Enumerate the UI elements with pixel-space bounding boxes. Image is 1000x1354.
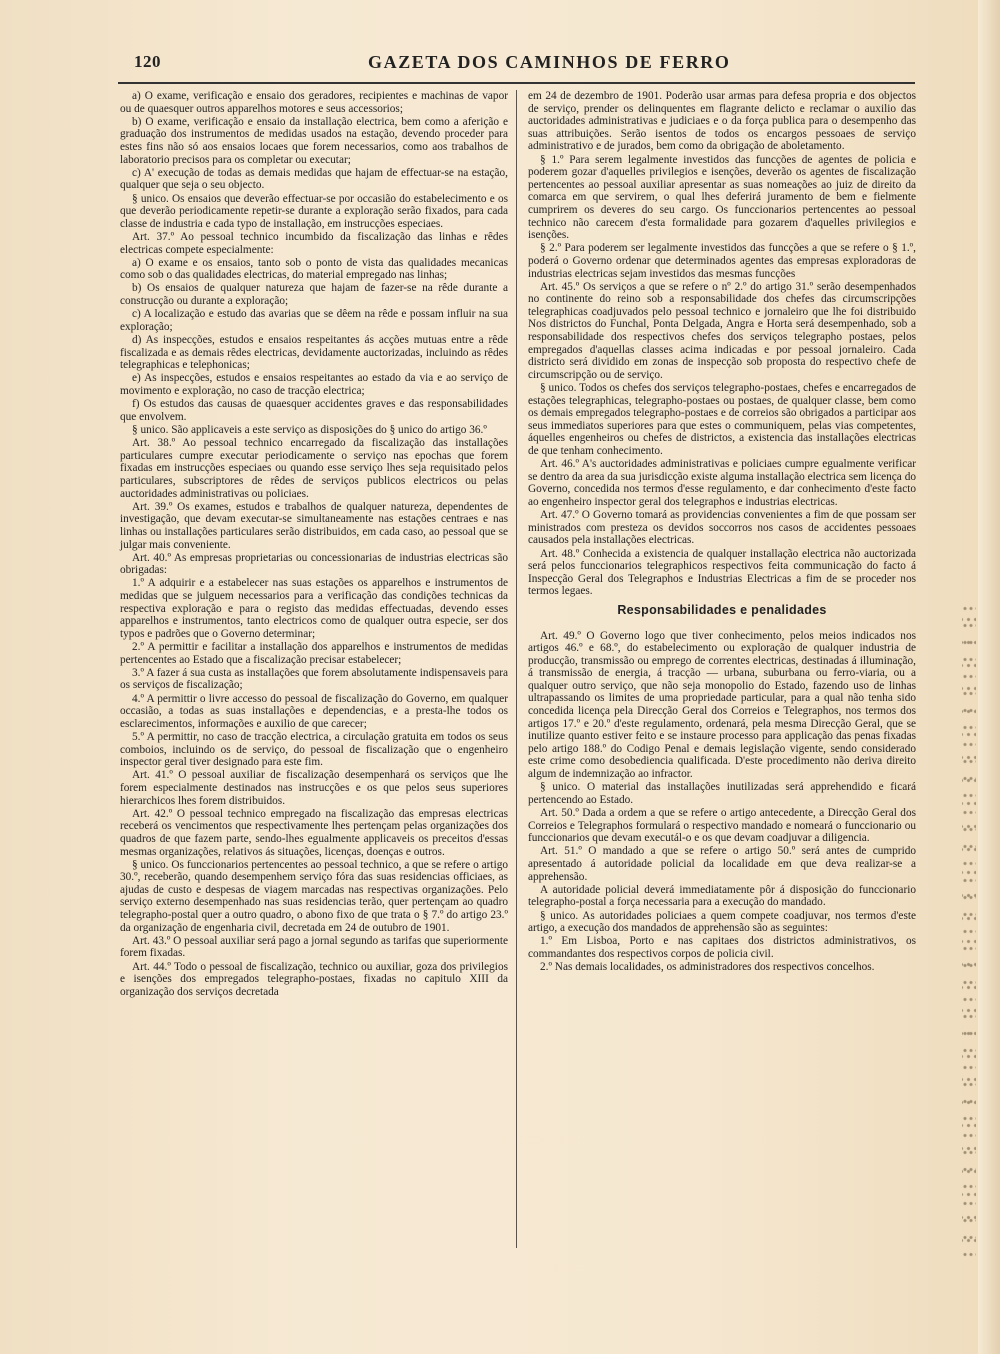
article-paragraph: 1.º Em Lisboa, Porto e nas capitaes dos districtos administrativos, os commandantes dos respectivos corpos de policia civil. [528, 935, 916, 960]
section-heading: Responsabilidades e penalidades [617, 602, 827, 617]
article-paragraph: d) As inspecções, estudos e ensaios respeitantes ás acções mutuas entre a rêde fiscalizada e as demais rêdes electricas, devidamente auctorizadas, incluindo as rêdes telegraphicas e telephonicas; [120, 334, 508, 372]
page-header [118, 48, 918, 84]
article-paragraph: em 24 de dezembro de 1901. Poderão usar armas para defesa propria e dos objectos de serviço, prender os delinquentes em flagrante delicto e reclamar o auxilio das auctoridades administrativas e judiciaes e o da força publica para o desempenho das suas attribuições. Serão isentos de todos os encargos pessoaes de serviço administrativo e de jurados, bem como da obrigação de aboletamento. [528, 90, 916, 153]
article-paragraph: e) As inspecções, estudos e ensaios respeitantes ao estado da via e ao serviço de movimento e exploração, no caso de tracção electrica; [120, 372, 508, 397]
article-paragraph: Art. 51.º O mandado a que se refere o artigo 50.º será antes de cumprido apresentado á autoridade policial da localidade em que deva realizar-se a apprehensão. [528, 845, 916, 883]
article-paragraph: c) A localização e estudo das avarias que se dêem na rêde e possam influir na sua exploração; [120, 308, 508, 333]
right-column-articles-part-1 [528, 90, 916, 598]
page-number: 120 [134, 52, 161, 71]
article-paragraph: Art. 49.º O Governo logo que tiver conhecimento, pelos meios indicados nos artigos 46.º e 68.º, do estabelecimento ou exploração de qualquer industria de producção, transmissão ou emprego de correntes electricas, destinadas á illuminação, á transmissão de energia, á tracção — urbana, suburbana ou ferro-viaria, ou a qualquer outro serviço, que não seja monopolio do Estado, fazendo uso de linhas ultrapassando os limites de uma propriedade particular, para a qual não tenha sido concedida licença pela Direcção Geral dos Correios e Telegraphos, nos termos dos artigos 17.º e 20.º d'este regulamento, ordenará, pela mesma Direcção Geral, que se inutilize quanto estiver feito e se instaure processo para applicação das penas fixadas pelo artigo 188.º do Codigo Penal e demais legislação vigente, sendo considerado este crime como desobediencia qualificada. D'este procedimento não deriva direito algum de indemnização ao infractor. [528, 629, 916, 781]
article-paragraph: a) O exame, verificação e ensaio dos geradores, recipientes e machinas de vapor ou de quaesquer outros apparelhos motores e seus accessorios; [120, 90, 508, 115]
article-paragraph: 1.º A adquirir e a estabelecer nas suas estações os apparelhos e instrumentos de medidas que se julguem necessarios para a verificação das condições technicas da respectiva exploração e para o registo das medidas effectuadas, devendo esses apparelhos e instrumentos, tanto electricos como de qualquer outra especie, ser dos typos e padrões que o Governo determinar; [120, 577, 508, 640]
right-column-articles-part-2 [528, 630, 916, 974]
article-paragraph: § 2.º Para poderem ser legalmente investidos das funcções a que se refere o § 1.º, poderá o Governo ordenar que determinados agentes das empresas exploradoras de industrias electricas sejam investidos das mesmas funcções [528, 242, 916, 280]
article-paragraph: § unico. Os ensaios que deverão effectuar-se por occasião do estabelecimento e os que deverão periodicamente repetir-se durante a exploração serão fixados, para cada classe de industria e cada typo de installação, em instrucções especiaes. [120, 192, 508, 230]
article-paragraph: Art. 40.º As empresas proprietarias ou concessionarias de industrias electricas são obrigadas: [120, 551, 508, 577]
article-paragraph: 3.º A fazer á sua custa as installações que forem absolutamente indispensaveis para os serviços de fiscalização; [120, 666, 508, 692]
article-paragraph: 2.º Nas demais localidades, os administradores dos respectivos concelhos. [540, 961, 875, 974]
article-paragraph: Art. 43.º O pessoal auxiliar será pago a jornal segundo as tarifas que superiormente forem fixadas. [120, 934, 508, 960]
article-paragraph: Art. 50.º Dada a ordem a que se refere o artigo antecedente, a Direcção Geral dos Correios e Telegraphos formulará o respectivo mandado e nomeará o funccionario ou funccionarios que devam executál-o e os que devam coadjuvar a diligencia. [528, 807, 916, 845]
article-paragraph: f) Os estudos das causas de quaesquer accidentes graves e das responsabilidades que envolvem. [120, 398, 508, 423]
article-paragraph: § unico. O material das installações inutilizadas será apprehendido e ficará pertencendo ao Estado. [528, 781, 916, 806]
article-paragraph: Art. 44.º Todo o pessoal de fiscalização, technico ou auxiliar, goza dos privilegios e isenções dos empregados telegrapho-postaes, fixadas no capitulo XIII da organização dos serviços decretada [120, 960, 508, 998]
article-paragraph: Art. 46.º A's auctoridades administrativas e policiaes cumpre egualmente verificar se dentro da area da sua jurisdicção existe alguma installação electrica sem licença do Governo, concedida nos termos d'esse regulamento, e dar conhecimento d'este facto ao engenheiro inspector geral dos telegraphos e industrias electricas. [528, 458, 916, 508]
article-paragraph: 4.º A permittir o livre accesso do pessoal de fiscalização do Governo, em qualquer occasião, a todas as suas installações e dependencias, e a presta-lhe todos os esclarecimentos, informações e auxilio de que carecer; [120, 692, 508, 730]
column-divider [516, 90, 517, 1248]
article-paragraph: § unico. Os funccionarios pertencentes ao pessoal technico, a que se refere o artigo 30.º, receberão, quando desempenhem serviço fóra das suas residencias officiaes, as ajudas de custo e despesas de viagem marcadas nas respectivas organizações. Pelo serviço externo desempenhado nas suas residencias terão, quer pertençam ao quadro telegrapho-postal quer a outro quadro, o abono fixo de que trata o § 7.º do artigo 23.º da organização de engenharia civil, decretada em 24 de outubro de 1901. [120, 858, 508, 934]
article-paragraph: b) Os ensaios de qualquer natureza que hajam de fazer-se na rêde durante a construcção ou durante a exploração; [120, 282, 508, 308]
right-column [528, 90, 916, 974]
article-paragraph: c) A' execução de todas as demais medidas que hajam de effectuar-se na estação, qualquer que seja o seu objecto. [120, 166, 508, 192]
article-paragraph: Art. 45.º Os serviços a que se refere o nº 2.º do artigo 31.º serão desempenhados no continente do reino sob a responsabilidade dos chefes das circumscripções telegraphicas coadjuvados pelo pessoal technico e jornaleiro que lhe foi distribuido Nos districtos do Funchal, Ponta Delgada, Angra e Horta será desempenhado, sob a responsabilidade dos respectivos chefes dos serviços telegrapho postaes, pelos empregados d'aquellas classes acima indicadas e por pessoal jornaleiro. Cada districto será dividido em zonas de inspecção sob proposta do respectivo chefe de circumscripção ou de serviço. [528, 280, 916, 381]
article-paragraph: Art. 39.º Os exames, estudos e trabalhos de qualquer natureza, dependentes de investigação, que devam executar-se simultaneamente nas estações centraes e nas linhas ou installações particulares serão distribuidos, em cada caso, ao pessoal que se julgar mais conveniente. [120, 500, 508, 551]
article-paragraph: § 1.º Para serem legalmente investidos das funcções de agentes de policia e poderem gozar d'aquelles privilegios e isenções, deverão os agentes de fiscalização pertencentes ao pessoal auxiliar apresentar as suas nomeações ao juiz de direito da comarca em que servirem, o qual lhes deferirá juramento de bem e fielmente cumprirem os deveres do seu cargo. Os funccionarios pertencentes ao pessoal technico não carecem d'esta formalidade para gozarem d'aquelles privilegios e isenções. [528, 153, 916, 242]
article-paragraph: Art. 38.º Ao pessoal technico encarregado da fiscalização das installações particulares cumpre executar periodicamente o serviço nas epochas que forem fixadas em instrucções especiaes ou quando esse serviço lhes seja requisitado pelos particulares, subscriptores de rêdes de serviços publicos electricos ou pelas auctoridades administrativas ou policiaes. [120, 437, 508, 500]
article-paragraph: b) O exame, verificação e ensaio da installação electrica, bem como a aferição e graduação dos instrumentos de medidas usados na estação, devendo proceder para estes fins não só aos ensaios locaes que forem necessarios, como aos trabalhos de laboratorio precisos para os completar ou executar; [120, 115, 508, 166]
header-rule [118, 82, 915, 84]
article-paragraph: § unico. São applicaveis a este serviço as disposições do § unico do artigo 36.º [132, 423, 487, 436]
article-paragraph: 2.º A permittir e facilitar a installação dos apparelhos e instrumentos de medidas pertencentes ao Estado que a fiscalização precisar estabelecer; [120, 641, 508, 666]
article-paragraph: Art. 41.º O pessoal auxiliar de fiscalização desempenhará os serviços que lhe forem especialmente destinados nas instrucções e os que pelos seus superiores hierarchicos lhes forem distribuidos. [120, 769, 508, 807]
journal-title: GAZETA DOS CAMINHOS DE FERRO [368, 52, 731, 72]
article-paragraph: § unico. As autoridades policiaes a quem compete coadjuvar, nos termos d'este artigo, a execução dos mandados de apprehensão são as seguintes: [528, 909, 916, 935]
paper-specks [962, 600, 976, 1260]
article-paragraph: Art. 37.º Ao pessoal technico incumbido da fiscalização das linhas e rêdes electricas compete especialmente: [120, 230, 508, 256]
page-edge [978, 0, 1000, 1354]
article-paragraph: § unico. Todos os chefes dos serviços telegrapho-postaes, chefes e encarregados de estações telegraphicas, telegrapho-postaes ou postaes, de qualquer classe, bem como os demais empregados telegrapho-postaes e de correios são obrigados a participar aos seus immediatos superiores para que estes o communiquem, pelas vias competentes, áquelles engenheiros ou chefes de districtos, a existencia das installações electricas de que tenham conhecimento. [528, 382, 916, 457]
article-paragraph: A autoridade policial deverá immediatamente pôr á disposição do funccionario telegrapho-postal a força necessaria para a execução do mandado. [528, 883, 916, 909]
article-paragraph: Art. 42.º O pessoal technico empregado na fiscalização das empresas electricas receberá os vencimentos que respectivamente lhes pertençam pelas organizações dos quadros de que fazem parte, sendo-lhes egualmente applicaveis os preceitos d'essas mesmas organizações, relativos ás situações, licenças, doenças e outros. [120, 807, 508, 858]
article-paragraph: Art. 47.º O Governo tomará as providencias convenientes a fim de que possam ser ministrados com presteza os devidos soccorros nos casos de accidentes pessoaes causados pela installações electricas. [528, 509, 916, 547]
article-paragraph: a) O exame e os ensaios, tanto sob o ponto de vista das qualidades mecanicas como sob o das qualidades electricas, do material empregado nas linhas; [120, 256, 508, 282]
left-column [120, 90, 508, 999]
article-paragraph: 5.º A permittir, no caso de tracção electrica, a circulação gratuita em todos os seus comboios, incluindo os de serviço, do pessoal de fiscalização que o engenheiro inspector geral tiver designado para este fim. [120, 730, 508, 769]
article-paragraph: Art. 48.º Conhecida a existencia de qualquer installação electrica não auctorizada será pelos funccionarios telegraphicos respectivos feita communicação do facto á Inspecção Geral dos Telegraphos e Industrias Electricas a fim de se proceder nos termos legaes. [528, 547, 916, 598]
